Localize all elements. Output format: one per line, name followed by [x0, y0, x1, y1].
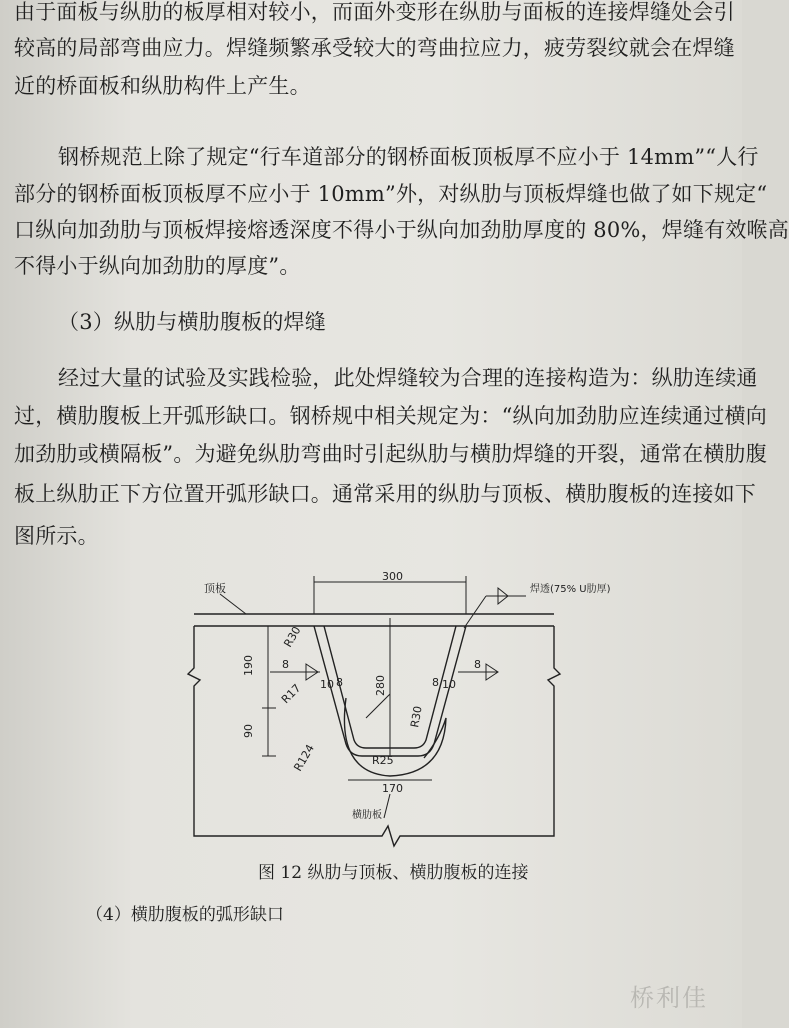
weld-8c: 8	[432, 676, 439, 689]
paragraph-line: 板上纵肋正下方位置开弧形缺口。通常采用的纵肋与顶板、横肋腹板的连接如下	[14, 482, 756, 506]
dim-190: 190	[242, 655, 255, 676]
web-label: 横肋板	[352, 810, 382, 821]
dim-280: 280	[374, 675, 387, 696]
top-plate-label: 顶板	[204, 582, 226, 595]
radius-r30b: R30	[408, 704, 425, 729]
paragraph-line: 近的桥面板和纵肋构件上产生。	[14, 74, 311, 98]
weld-8b: 8	[336, 676, 343, 689]
weld-10a: 10	[320, 678, 334, 691]
paragraph-line: 经过大量的试验及实践检验，此处焊缝较为合理的连接构造为：纵肋连续通	[58, 366, 758, 390]
paragraph-line: 图所示。	[14, 524, 99, 548]
paragraph-line: 加劲肋或横隔板”。为避免纵肋弯曲时引起纵肋与横肋焊缝的开裂，通常在横肋腹	[14, 442, 767, 466]
weld-note-label: 焊透(75% U肋厚)	[530, 584, 611, 595]
radius-r30: R30	[281, 624, 304, 650]
paragraph-line: 口纵向加劲肋与顶板焊接熔透深度不得小于纵向加劲肋厚度的 80%，焊缝有效喉高	[14, 218, 789, 242]
weld-8a: 8	[282, 658, 289, 671]
radius-r124: R124	[291, 742, 317, 774]
radius-r25: R25	[372, 754, 394, 767]
section-heading: （4）横肋腹板的弧形缺口	[86, 905, 284, 925]
weld-10b: 10	[442, 678, 456, 691]
paragraph-line: 较高的局部弯曲应力。焊缝频繁承受较大的弯曲拉应力，疲劳裂纹就会在焊缝	[14, 36, 735, 60]
paragraph-line: 过，横肋腹板上开弧形缺口。钢桥规中相关规定为：“纵向加劲肋应连续通过横向	[14, 404, 767, 428]
dim-170: 170	[382, 782, 403, 795]
dim-90: 90	[242, 724, 255, 738]
section-heading: （3）纵肋与横肋腹板的焊缝	[58, 310, 326, 334]
paragraph-line: 部分的钢桥面板顶板厚不应小于 10mm”外，对纵肋与顶板焊缝也做了如下规定“	[14, 182, 768, 206]
figure-caption: 图 12 纵肋与顶板、横肋腹板的连接	[258, 863, 529, 883]
dim-300: 300	[382, 570, 403, 583]
weld-8d: 8	[474, 658, 481, 671]
watermark-logo: 桥利佳	[630, 984, 708, 1012]
paragraph-line: 不得小于纵向加劲肋的厚度”。	[14, 254, 301, 278]
paragraph-line: 钢桥规范上除了规定“行车道部分的钢桥面板顶板厚不应小于 14mm”“人行	[58, 145, 759, 169]
rib-connection-figure	[186, 568, 611, 838]
radius-r17: R17	[278, 681, 304, 707]
paragraph-line: 由于面板与纵肋的板厚相对较小，而面外变形在纵肋与面板的连接焊缝处会引	[14, 0, 735, 24]
